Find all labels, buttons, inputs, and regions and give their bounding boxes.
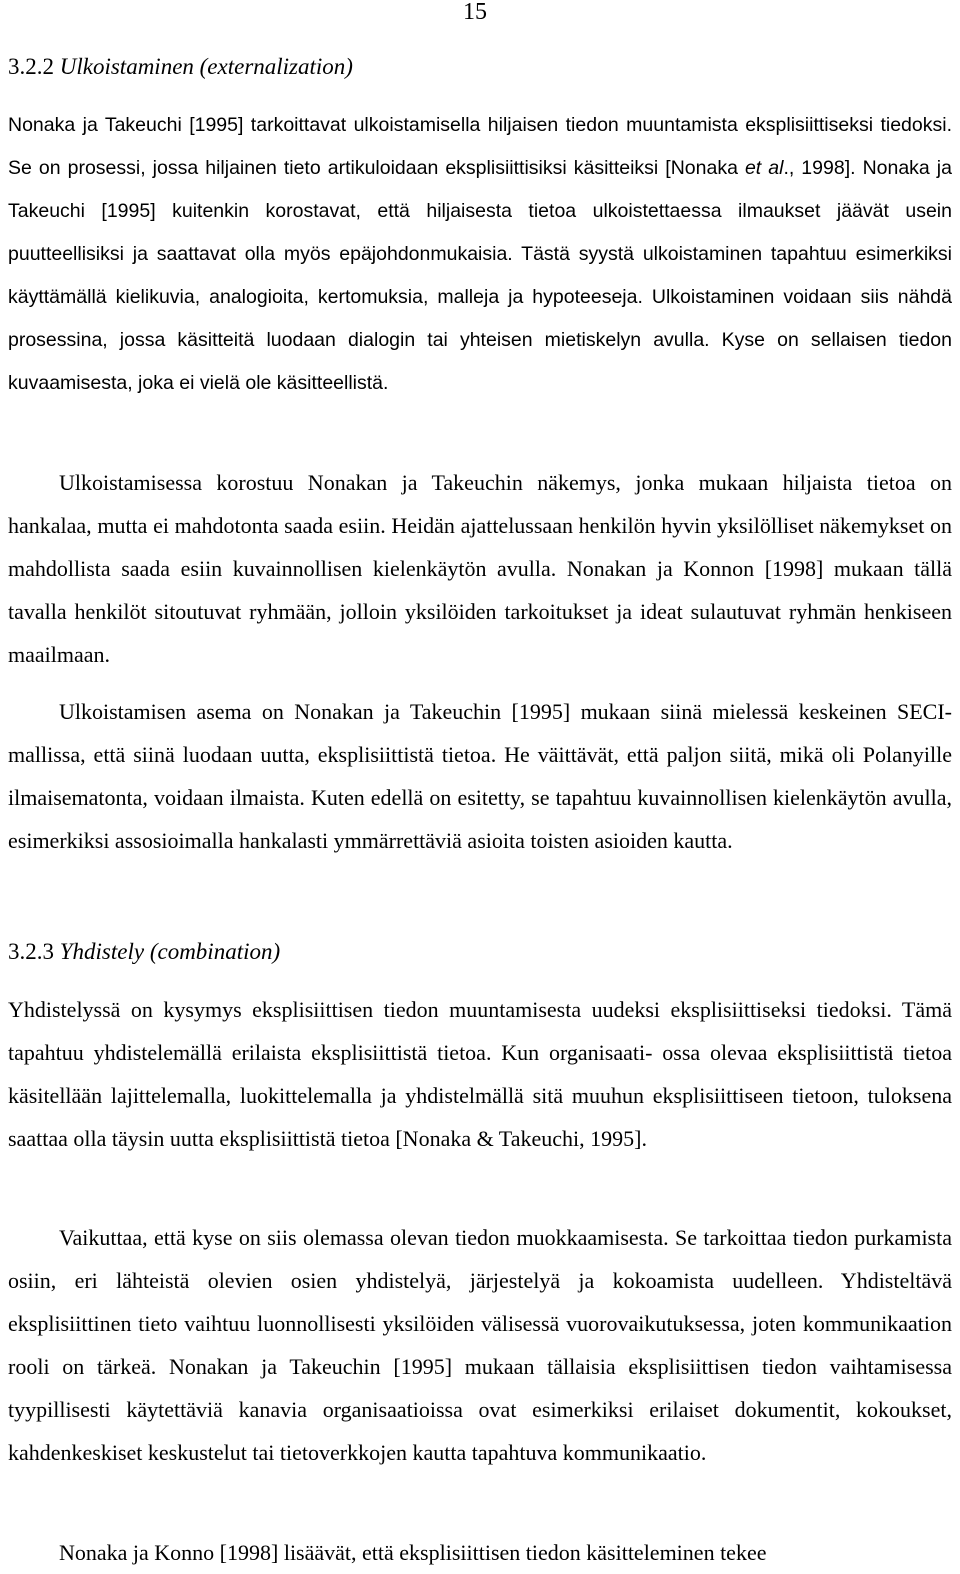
citation-et-al: et al <box>744 157 784 179</box>
section-number: 3.2.2 <box>8 54 54 79</box>
paragraph-text: ., 1998]. Nonaka ja Takeuchi [1995] kuitenkin korostavat, että hiljaisesta tietoa ulkoistettaessa ilmaukset jäävät usein puutteellisiksi ja saattavat olla myös epäjohdonmukaisia. Tästä syystä ulkoistaminen tapahtuu esimerkiksi käyttämällä kielikuvia, analogioita, kertomuksia, malleja ja hypoteeseja. Ulkoistaminen voidaan siis nähdä prosessina, jossa käsitteitä luodaan dialogin tai yhteisen mietiskelyn avulla. Kyse on sellaisen tiedon kuvaamisesta, joka ei vielä ole käsitteellistä. <box>8 157 952 394</box>
page-number: 15 <box>463 0 487 25</box>
section-heading-3-2-2 <box>8 52 353 82</box>
paragraph-combination-konno: Nonaka ja Konno [1998] lisäävät, että eksplisiittisen tiedon käsitteleminen tekee <box>59 1540 767 1565</box>
paragraph-text: Yhdistelyssä on kysymys eksplisiittisen tiedon muuntamisesta uudeksi eksplisiittiseksi tiedoksi. Tämä tapahtuu yhdistelemällä erilaista eksplisiittistä tietoa. Kun organisaati- <box>8 997 952 1065</box>
section-heading-3-2-3 <box>8 937 280 967</box>
paragraph-externalization-view: Ulkoistamisessa korostuu Nonakan ja Takeuchin näkemys, jonka mukaan hiljaista tietoa on hankalaa, mutta ei mahdotonta saada esiin. Heidän ajattelussaan henkilön hyvin yksilölliset näkemykset on mahdollista saada esiin kuvainnollisen kielenkäytön avulla. Nonakan ja Konnon [1998] mukaan tällä tavalla henkilöt sitoutuvat ryhmään, jolloin yksilöiden tarkoitukset ja ideat sulautuvat ryhmän henkiseen maailmaan. <box>8 470 952 667</box>
paragraph-text: Nonaka ja Takeuchi [1995] tarkoittavat ulkoistamisella hiljaisen tiedon muuntamista eksplisiittiseksi tiedoksi. Se on prosessi, jossa hiljainen tieto artikuloidaan eksplisiittisiksi käsitteiksi [Nonaka <box>8 114 952 179</box>
paragraph-combination-intro <box>8 988 952 1160</box>
paragraph-text: ossa olevaa eksplisiittistä tietoa käsitellään lajittelemalla, luokittelemalla ja yhdistelmällä sitä muuhun eksplisiittiseen tietoon, tuloksena saattaa olla täysin uutta eksplisiittistä tietoa [Nonaka & Takeuchi, 1995]. <box>8 1040 953 1151</box>
paragraph-externalization-seci: Ulkoistamisen asema on Nonakan ja Takeuchin [1995] mukaan siinä mielessä keskeinen SECI-mallissa, että siinä luodaan uutta, eksplisiittistä tietoa. He väittävät, että paljon siitä, mikä oli Polanyille ilmaisematonta, voidaan ilmaista. Kuten edellä on esitetty, se tapahtuu kuvainnollisen kielenkäytön avulla, esimerkiksi assosioimalla hankalasti ymmärrettäviä asioita toisten asioiden kautta. <box>8 699 952 853</box>
paragraph-externalization-intro <box>8 104 952 405</box>
paragraph-combination-modification: Vaikuttaa, että kyse on siis olemassa olevan tiedon muokkaamisesta. Se tarkoittaa tiedon purkamista osiin, eri lähteistä olevien osien yhdistelyä, järjestelyä ja kokoamista uudelleen. Yhdisteltävä eksplisiittinen tieto vaihtuu luonnollisesti yksilöiden välisessä vuorovaikutuksessa, joten kommunikaation rooli on tärkeä. Nonakan ja Takeuchin [1995] mukaan tällaisia eksplisiittisen tiedon vaihtamisessa tyypillisesti käytettäviä kanavia organisaatioissa ovat esimerkiksi erilaiset dokumentit, kokoukset, kahdenkeskiset keskustelut tai tietoverkkojen kautta tapahtuva kommunikaatio. <box>8 1225 952 1465</box>
section-number: 3.2.3 <box>8 939 54 964</box>
section-title: Ulkoistaminen (externalization) <box>59 54 353 79</box>
section-title: Yhdistely (combination) <box>59 939 281 964</box>
